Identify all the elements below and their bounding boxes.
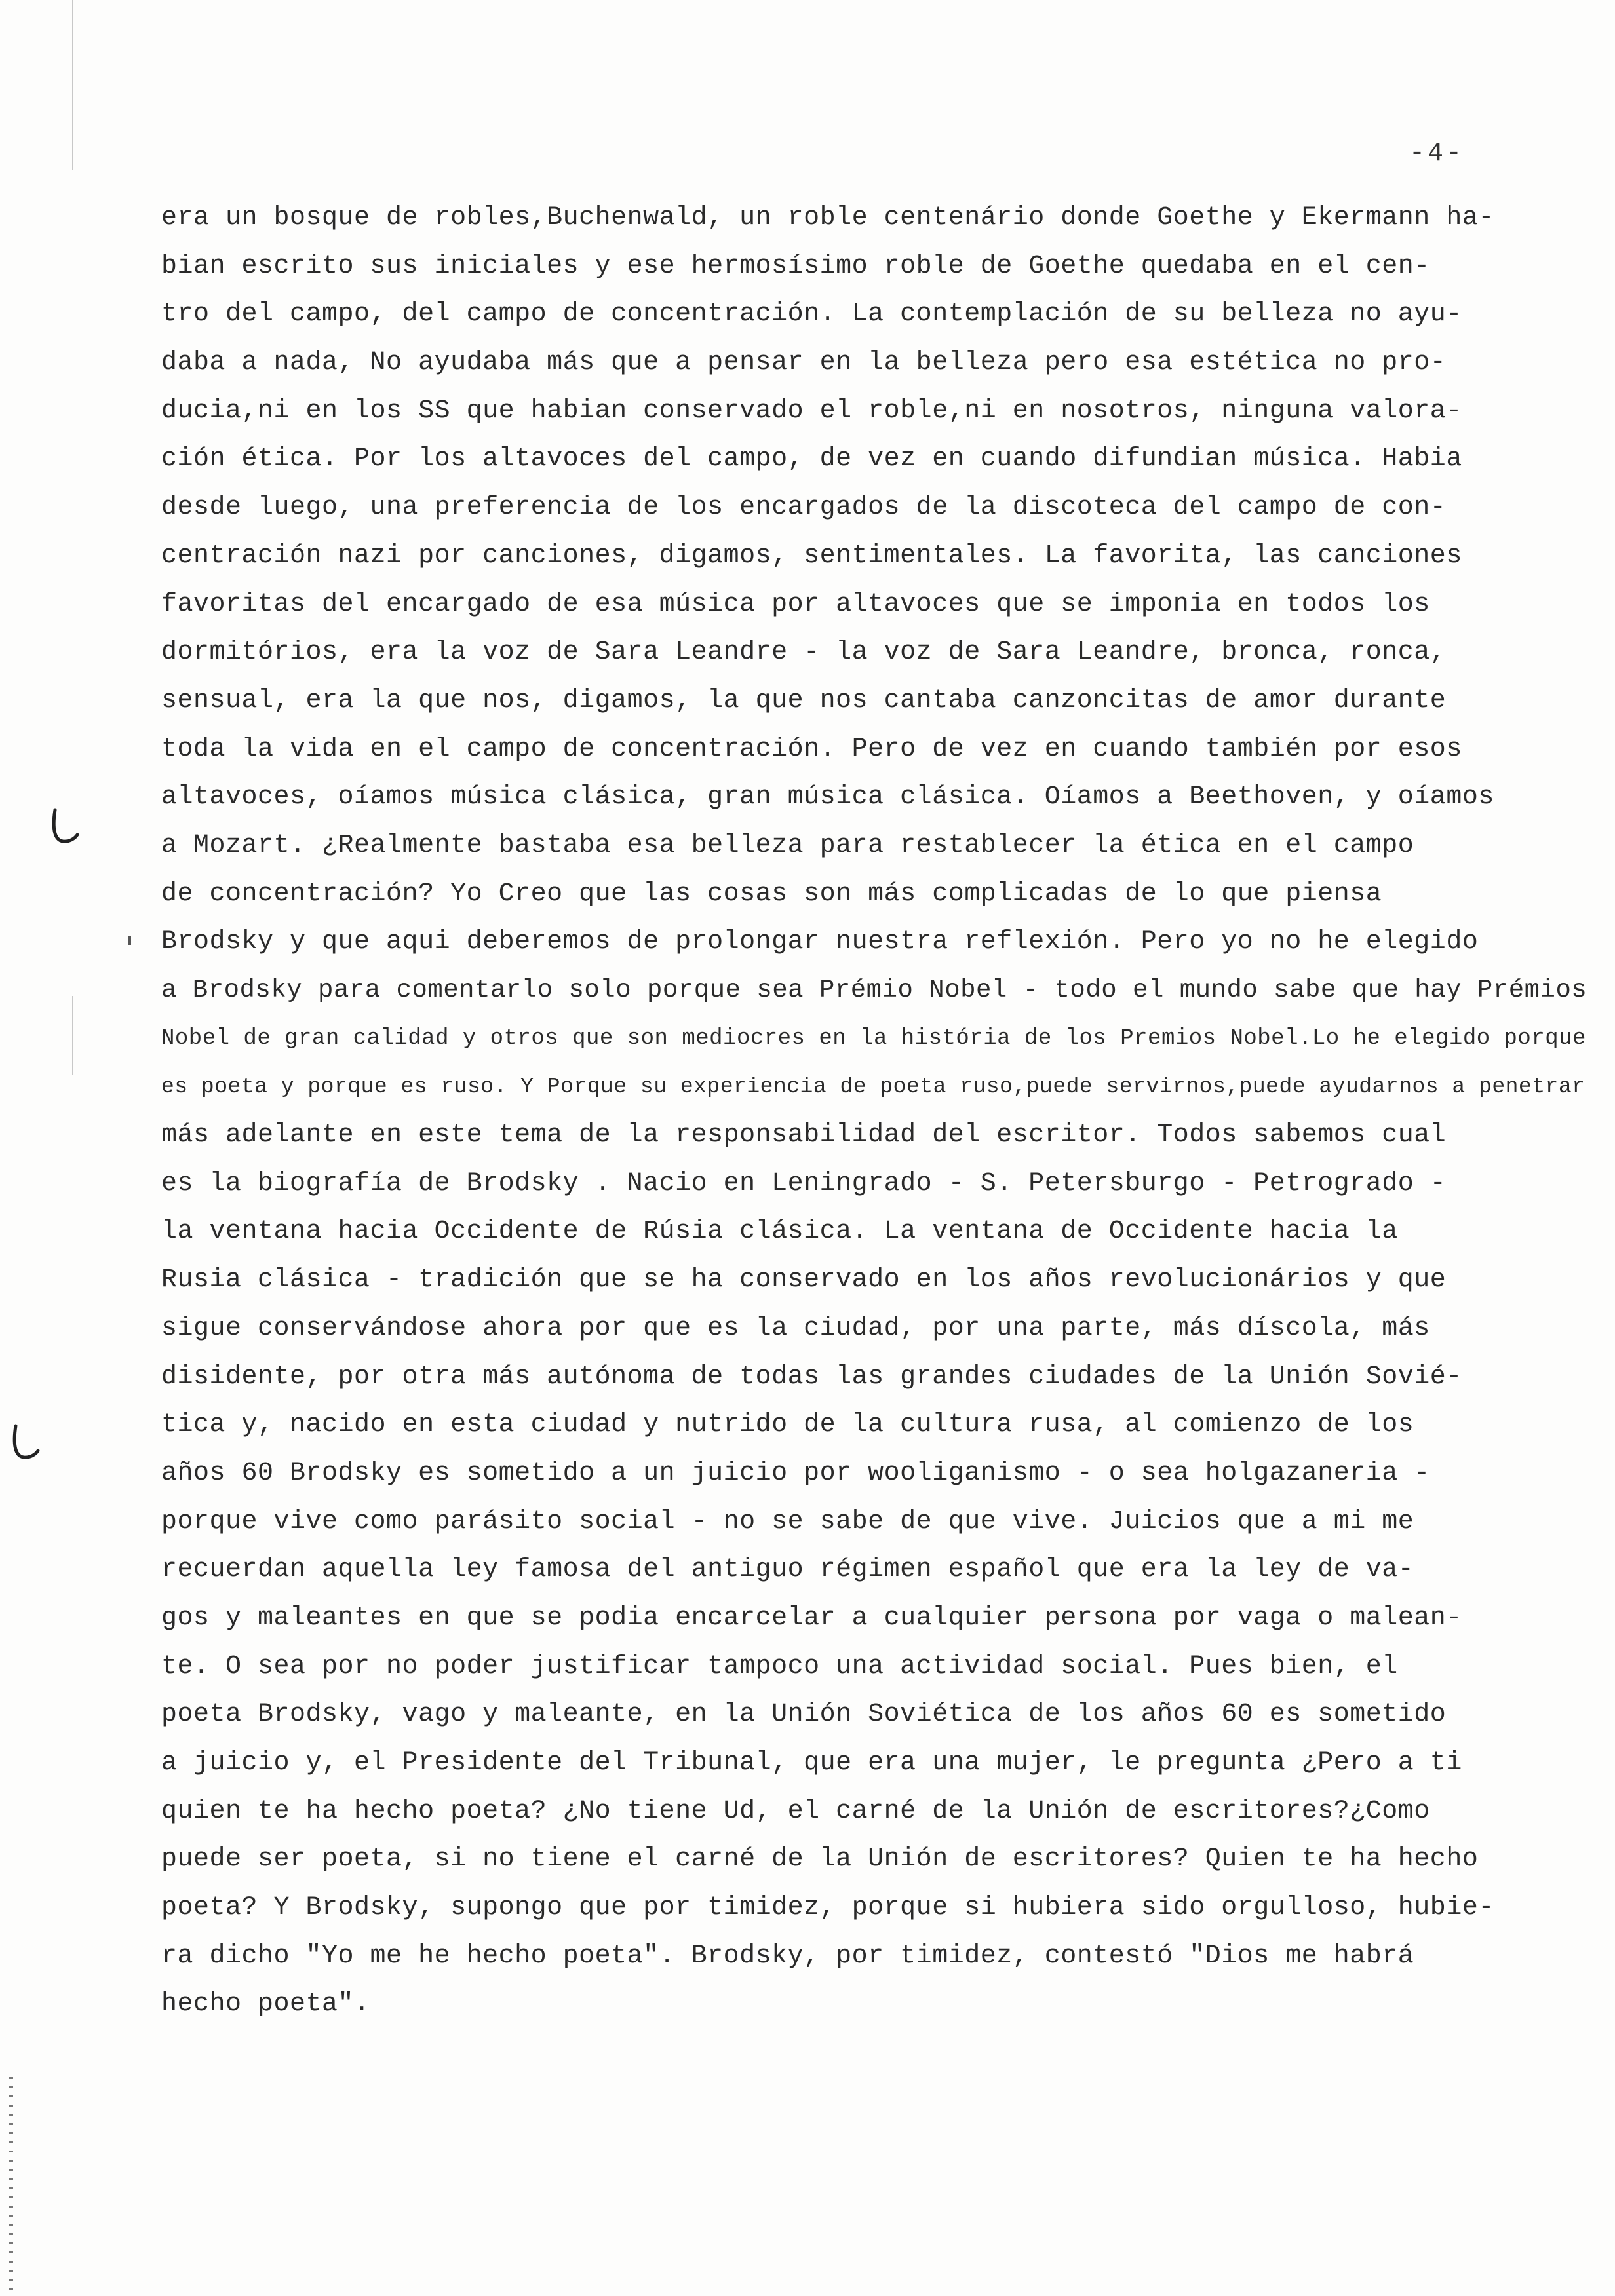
- text-line: sensual, era la que nos, digamos, la que nos cantaba canzoncitas de amor durante: [161, 685, 1447, 716]
- left-edge-line: [72, 996, 73, 1075]
- margin-check-mark: [7, 1423, 41, 1461]
- text-line: favoritas del encargado de esa música por altavoces que se imponia en todos los: [161, 589, 1430, 619]
- text-line: a juicio y, el Presidente del Tribunal, que era una mujer, le pregunta ¿Pero a ti: [161, 1748, 1462, 1778]
- text-line: ción ética. Por los altavoces del campo, de vez en cuando difundian música. Habia: [161, 444, 1462, 474]
- text-line: desde luego, una preferencia de los encargados de la discoteca del campo de con-: [161, 493, 1447, 523]
- text-line: recuerdan aquella ley famosa del antiguo régimen español que era la ley de va-: [161, 1555, 1414, 1585]
- margin-tick: [128, 936, 131, 945]
- text-line: puede ser poeta, si no tiene el carné de la Unión de escritores? Quien te ha hecho: [161, 1845, 1479, 1875]
- text-line: bian escrito sus iniciales y ese hermosísimo roble de Goethe quedaba en el cen-: [161, 251, 1430, 281]
- text-line: toda la vida en el campo de concentración. Pero de vez en cuando también por esos: [161, 734, 1462, 764]
- text-line: era un bosque de robles,Buchenwald, un roble centenário donde Goethe y Ekermann ha-: [161, 203, 1494, 233]
- text-line: la ventana hacia Occidente de Rúsia clásica. La ventana de Occidente hacia la: [161, 1217, 1398, 1247]
- text-line: porque vive como parásito social - no se sabe de que vive. Juicios que a mi me: [161, 1506, 1414, 1537]
- text-line: Rusia clásica - tradición que se ha conservado en los años revolucionários y que: [161, 1265, 1447, 1295]
- text-line: es la biografía de Brodsky . Nacio en Leningrado - S. Petersburgo - Petrogrado -: [161, 1168, 1447, 1198]
- text-line: años 60 Brodsky es sometido a un juicio por wooliganismo - o sea holgazaneria -: [161, 1458, 1430, 1488]
- text-line: gos y maleantes en que se podia encarcelar a cualquier persona por vaga o malean-: [161, 1603, 1462, 1633]
- text-line: altavoces, oíamos música clásica, gran música clásica. Oíamos a Beethoven, y oíamos: [161, 782, 1494, 813]
- edge-scan-marks: [9, 2077, 13, 2296]
- text-line: a Mozart. ¿Realmente bastaba esa belleza para restablecer la ética en el campo: [161, 830, 1414, 860]
- text-line: quien te ha hecho poeta? ¿No tiene Ud, el carné de la Unión de escritores?¿Como: [161, 1796, 1430, 1826]
- text-line: sigue conservándose ahora por que es la ciudad, por una parte, más díscola, más: [161, 1313, 1430, 1343]
- text-line: poeta? Y Brodsky, supongo que por timidez, porque si hubiera sido orgulloso, hubie-: [161, 1893, 1494, 1923]
- text-line: de concentración? Yo Creo que las cosas son más complicadas de lo que piensa: [161, 879, 1382, 909]
- text-line: centración nazi por canciones, digamos, sentimentales. La favorita, las canciones: [161, 541, 1462, 571]
- text-line: hecho poeta".: [161, 1989, 370, 2019]
- text-line: poeta Brodsky, vago y maleante, en la Unión Soviética de los años 60 es sometido: [161, 1700, 1447, 1730]
- text-line: tro del campo, del campo de concentración. La contemplación de su belleza no ayu-: [161, 299, 1462, 330]
- text-line: tica y, nacido en esta ciudad y nutrido de la cultura rusa, al comienzo de los: [161, 1410, 1414, 1440]
- text-line: más adelante en este tema de la responsabilidad del escritor. Todos sabemos cual: [161, 1120, 1447, 1151]
- page-number: -4-: [1409, 139, 1465, 168]
- text-line: es poeta y porque es ruso. Y Porque su experiencia de poeta ruso,puede servirnos,puede ayudarnos a penetrar: [161, 1075, 1586, 1100]
- text-line: ra dicho "Yo me he hecho poeta". Brodsky, por timidez, contestó "Dios me habrá: [161, 1941, 1414, 1971]
- text-line: a Brodsky para comentarlo solo porque sea Prémio Nobel - todo el mundo sabe que hay Prémios: [161, 976, 1587, 1004]
- text-line: dormitórios, era la voz de Sara Leandre - la voz de Sara Leandre, bronca, ronca,: [161, 638, 1447, 668]
- text-line: ducia,ni en los SS que habian conservado el roble,ni en nosotros, ninguna valora-: [161, 396, 1462, 426]
- text-line: Nobel de gran calidad y otros que son mediocres en la história de los Premios Nobel.Lo he elegido porque: [161, 1025, 1586, 1051]
- text-line: daba a nada, No ayudaba más que a pensar en la belleza pero esa estética no pro-: [161, 348, 1447, 378]
- body-text: [161, 194, 1590, 2173]
- text-line: Brodsky y que aqui deberemos de prolongar nuestra reflexión. Pero yo no he elegido: [161, 927, 1479, 957]
- text-line: te. O sea por no poder justificar tampoco una actividad social. Pues bien, el: [161, 1651, 1398, 1681]
- text-line: disidente, por otra más autónoma de todas las grandes ciudades de la Unión Sovié-: [161, 1362, 1462, 1392]
- left-edge-line: [72, 0, 73, 170]
- margin-check-mark: [46, 807, 80, 845]
